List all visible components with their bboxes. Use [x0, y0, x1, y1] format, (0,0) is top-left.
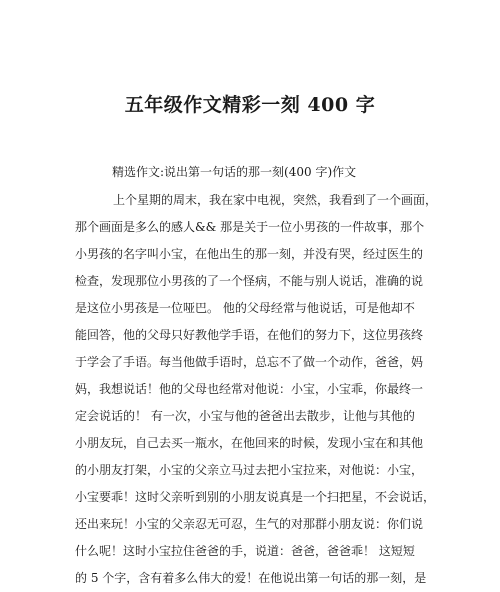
body-line: 的小朋友打架，小宝的父亲立马过去把小宝拉来，对他说：小宝， — [75, 463, 424, 477]
body-line: 是这位小男孩是一位哑巴。 他的父母经常与他说话，可是他却不 — [75, 301, 415, 315]
body-line: 于学会了手语。每当他做手语时，总忘不了做一个动作，爸爸，妈 — [75, 355, 424, 369]
body-line: 妈，我想说话！他的父母也经常对他说：小宝，小宝乖，你最终一 — [75, 382, 424, 396]
body-line: 的 5 个字，含有着多么伟大的爱！在他说出第一句话的那一刻，是 — [75, 571, 427, 585]
body-line: 能回答，他的父母只好教他学手语，在他们的努力下，这位男孩终 — [75, 328, 424, 342]
document-title: 五年级作文精彩一刻 400 字 — [124, 94, 376, 116]
body-line: 小宝要乖！这时父亲听到别的小朋友说真是一个扫把星，不会说话， — [75, 490, 436, 504]
document-subtitle: 精选作文:说出第一句话的那一刻(400 字)作文 — [112, 165, 357, 179]
body-line: 上个星期的周末，我在家中电视，突然，我看到了一个画面， — [113, 193, 438, 207]
body-line: 还出来玩！小宝的父亲忍无可忍，生气的对那群小朋友说：你们说 — [75, 517, 424, 531]
body-line: 小男孩的名字叫小宝，在他出生的那一刻，并没有哭，经过医生的 — [75, 247, 424, 261]
body-line: 什么呢！这时小宝拉住爸爸的手，说道：爸爸，爸爸乖！ 这短短 — [75, 544, 415, 558]
body-line: 检查，发现那位小男孩的了一个怪病，不能与别人说话，准确的说 — [75, 274, 424, 288]
body-line: 定会说话的！ 有一次，小宝与他的爸爸出去散步，让他与其他的 — [75, 409, 415, 423]
body-line: 小朋友玩，自己去买一瓶水，在他回来的时候，发现小宝在和其他 — [75, 436, 424, 450]
document-body — [75, 187, 438, 592]
body-line: 那个画面是多么的感人&& 那是关于一位小男孩的一件故事，那个 — [75, 220, 425, 234]
